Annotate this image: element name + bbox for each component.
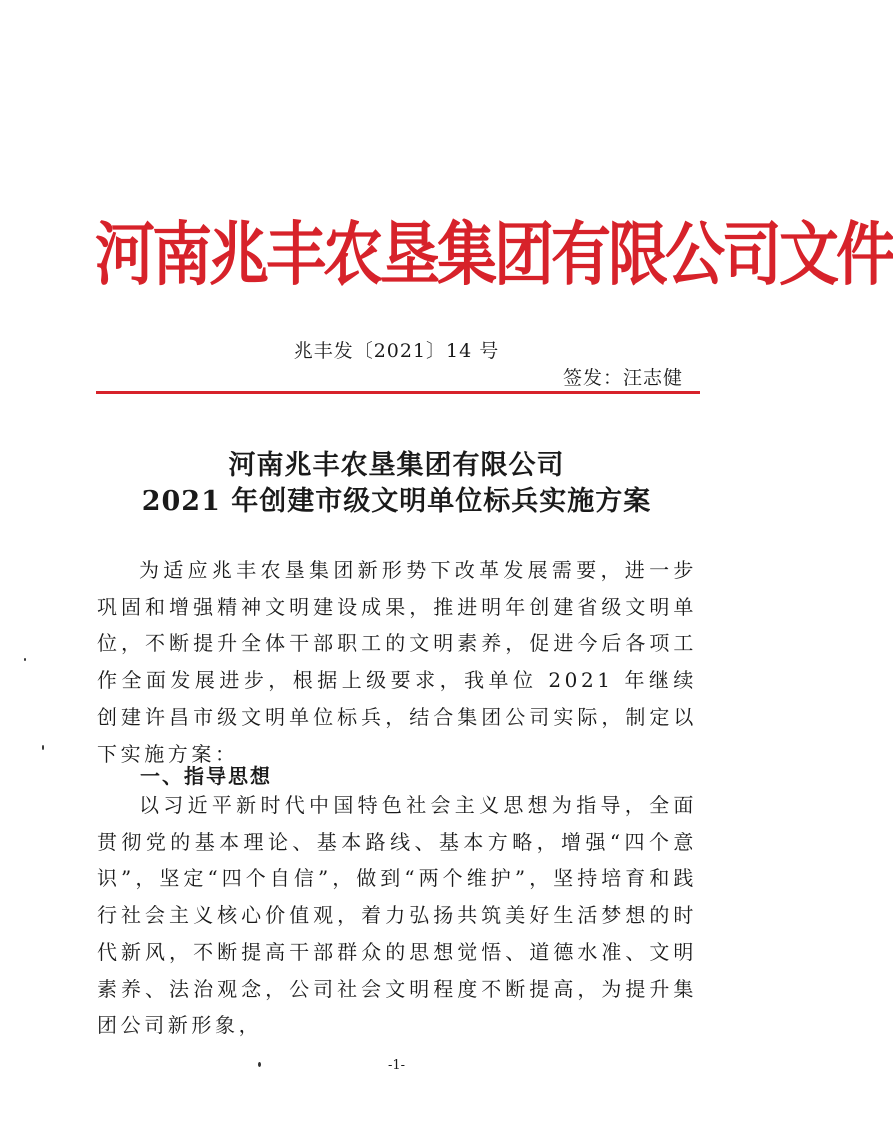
- red-divider-line: [96, 391, 700, 394]
- body-paragraph-1: 为适应兆丰农垦集团新形势下改革发展需要，进一步巩固和增强精神文明建设成果，推进明年创建省级文明单位，不断提升全体干部职工的文明素养，促进今后各项工作全面发展进步，根据上级要求，我单位 2021 年继续创建许昌市级文明单位标兵，结合集团公司实际，制定以下实施方案：: [97, 558, 697, 766]
- document-title-line-1: 河南兆丰农垦集团有限公司: [228, 450, 565, 481]
- body-paragraph-2: 以习近平新时代中国特色社会主义思想为指导，全面贯彻党的基本理论、基本路线、基本方略，增强“四个意识”，坚定“四个自信”，做到“两个维护”，坚持培育和践行社会主义核心价值观，着力弘扬共筑美好生活梦想的时代新风，不断提高干部群众的思想觉悟、道德水准、文明素养、法治观念，公司社会文明程度不断提高，为提升集团公司新形象，: [97, 793, 697, 1038]
- signer: 签发：汪志健: [562, 367, 683, 389]
- page-number: -1-: [387, 1058, 406, 1073]
- scan-speck: [42, 745, 44, 750]
- document-number: 兆丰发〔2021〕14 号: [293, 340, 500, 362]
- document-header-title: 河南兆丰农垦集团有限公司文件: [95, 214, 893, 296]
- document-title-line-2: 2021 年创建市级文明单位标兵实施方案: [141, 486, 652, 517]
- scan-speck: [24, 658, 26, 661]
- scan-speck: [258, 1062, 261, 1067]
- section-heading-guiding-ideology: 一、指导思想: [140, 764, 272, 788]
